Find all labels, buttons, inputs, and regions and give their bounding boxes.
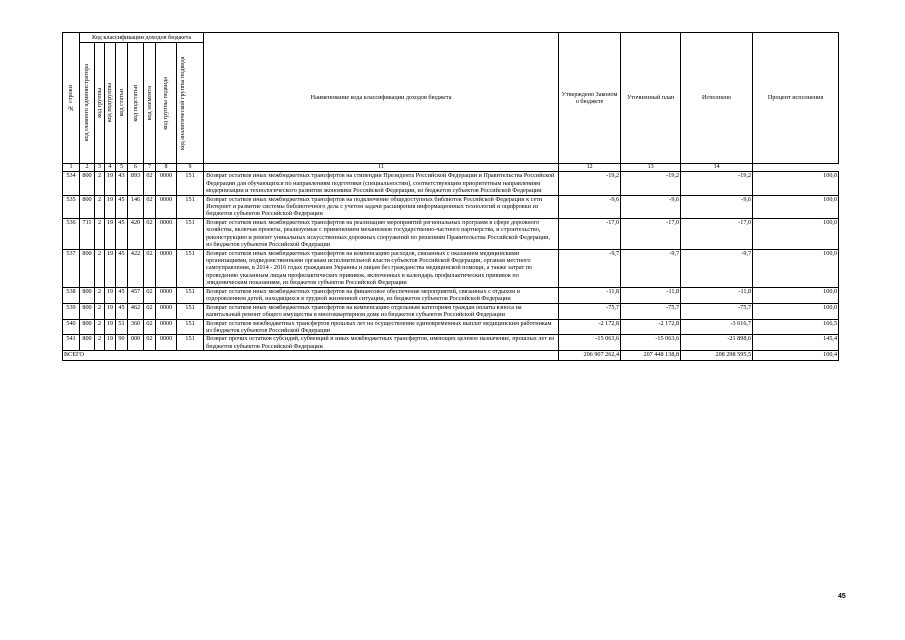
- column-number: 1: [63, 164, 80, 172]
- code-element: 02: [144, 195, 156, 218]
- code-article: 90: [116, 335, 128, 351]
- header-classification-group: Код классификации доходов бюджета: [80, 33, 204, 43]
- header-refined: Уточненный план: [621, 33, 681, 164]
- column-number: 11: [204, 164, 559, 172]
- table-row: [63, 249, 839, 287]
- document-page: [62, 32, 839, 361]
- header-code: код аналитической группы подвида: [177, 43, 204, 164]
- percent-value: 100,0: [753, 195, 839, 218]
- total-executed: 208 298 595,5: [681, 351, 753, 361]
- table-row: [63, 287, 839, 303]
- executed-value: -21 898,6: [681, 335, 753, 351]
- code-analytic-group: 151: [177, 335, 204, 351]
- column-number: 8: [156, 164, 177, 172]
- row-number: 541: [63, 335, 80, 351]
- revenue-name: Возврат остатков иных межбюджетных трансфертов на стипендии Президента Российской Федерации и Правительства Российской Федерации для обучающихся по направлениям подготовки (специальностям), соответствующим приоритетным направлениям модернизации и технологического развития экономики Российской Федерации, из бюджетов субъектов Российской Федерации: [204, 172, 559, 195]
- revenue-name: Возврат прочих остатков субсидий, субвенций и иных межбюджетных трансфертов, имеющих целевое назначение, прошлых лет из бюджетов субъектов Российской Федерации: [204, 335, 559, 351]
- approved-value: -2 172,8: [559, 319, 621, 335]
- code-subarticle: 000: [128, 335, 144, 351]
- code-article: 45: [116, 303, 128, 319]
- header-code: код группы: [95, 43, 105, 164]
- revenue-name: Возврат остатков иных межбюджетных трансфертов на реализацию мероприятий региональных программ в сфере дорожного хозяйства, включая проекты, реализуемые с применением механизмов государственно-частного партнерства, и строительство, реконструкцию и ремонт уникальных искусственных дорожных сооружений по решениям Правительства Российской Федерации, из бюджетов субъектов Российской Федерации: [204, 218, 559, 249]
- total-row: [63, 351, 839, 361]
- code-element: 02: [144, 172, 156, 195]
- code-subtype-group: 0000: [156, 172, 177, 195]
- code-subtype-group: 0000: [156, 195, 177, 218]
- code-administrator: 800: [80, 249, 95, 287]
- table-row: [63, 172, 839, 195]
- percent-value: 100,0: [753, 287, 839, 303]
- table-row: [63, 319, 839, 335]
- code-article: 45: [116, 195, 128, 218]
- code-analytic-group: 151: [177, 287, 204, 303]
- row-number: 536: [63, 218, 80, 249]
- code-group: 2: [95, 172, 105, 195]
- percent-value: 100,0: [753, 249, 839, 287]
- refined-value: -17,0: [621, 218, 681, 249]
- column-number: 3: [95, 164, 105, 172]
- header-code: код главного администратора: [80, 43, 95, 164]
- column-number: 6: [128, 164, 144, 172]
- code-subtype-group: 0000: [156, 218, 177, 249]
- header-percent: Процент исполнения: [753, 33, 839, 164]
- column-number-row: [63, 164, 839, 172]
- refined-value: -2 172,8: [621, 319, 681, 335]
- row-number: 534: [63, 172, 80, 195]
- executed-value: -19,2: [681, 172, 753, 195]
- total-label: ВСЕГО: [63, 351, 559, 361]
- code-subtype-group: 0000: [156, 287, 177, 303]
- percent-value: 100,0: [753, 303, 839, 319]
- header-executed: Исполнено: [681, 33, 753, 164]
- code-group: 2: [95, 319, 105, 335]
- code-analytic-group: 151: [177, 303, 204, 319]
- code-administrator: 800: [80, 303, 95, 319]
- code-analytic-group: 151: [177, 218, 204, 249]
- approved-value: -9,6: [559, 195, 621, 218]
- code-subgroup: 19: [105, 249, 116, 287]
- header-code: код подстатьи: [128, 43, 144, 164]
- column-number: 12: [559, 164, 621, 172]
- code-analytic-group: 151: [177, 195, 204, 218]
- approved-value: -15 063,6: [559, 335, 621, 351]
- total-percent: 100,4: [753, 351, 839, 361]
- budget-revenue-table: [62, 32, 839, 361]
- percent-value: 166,5: [753, 319, 839, 335]
- code-administrator: 800: [80, 319, 95, 335]
- row-number: 537: [63, 249, 80, 287]
- code-administrator: 800: [80, 195, 95, 218]
- code-subgroup: 19: [105, 195, 116, 218]
- code-group: 2: [95, 303, 105, 319]
- table-row: [63, 335, 839, 351]
- code-subgroup: 19: [105, 335, 116, 351]
- code-article: 45: [116, 249, 128, 287]
- code-subgroup: 19: [105, 303, 116, 319]
- approved-value: -75,7: [559, 303, 621, 319]
- column-number: 9: [177, 164, 204, 172]
- column-number: 14: [681, 164, 753, 172]
- code-group: 2: [95, 249, 105, 287]
- code-subarticle: 462: [128, 303, 144, 319]
- code-article: 45: [116, 218, 128, 249]
- header-code: код подгруппы: [105, 43, 116, 164]
- executed-value: -9,6: [681, 195, 753, 218]
- code-subarticle: 422: [128, 249, 144, 287]
- code-subtype-group: 0000: [156, 303, 177, 319]
- code-subgroup: 19: [105, 172, 116, 195]
- approved-value: -9,7: [559, 249, 621, 287]
- header-row-number: № строки: [63, 33, 80, 164]
- header-code: код группы подвида: [156, 43, 177, 164]
- code-analytic-group: 151: [177, 249, 204, 287]
- approved-value: -17,0: [559, 218, 621, 249]
- refined-value: -9,7: [621, 249, 681, 287]
- column-number: 13: [621, 164, 681, 172]
- code-article: 45: [116, 287, 128, 303]
- code-group: 2: [95, 195, 105, 218]
- code-element: 02: [144, 249, 156, 287]
- row-number: 538: [63, 287, 80, 303]
- code-subarticle: 893: [128, 172, 144, 195]
- approved-value: -19,2: [559, 172, 621, 195]
- header-code: код элемента: [144, 43, 156, 164]
- code-article: 51: [116, 319, 128, 335]
- column-number: 5: [116, 164, 128, 172]
- column-number: 4: [105, 164, 116, 172]
- executed-value: -11,8: [681, 287, 753, 303]
- refined-value: -19,2: [621, 172, 681, 195]
- header-approved: Утверждено Законом о бюджете: [559, 33, 621, 164]
- refined-value: -15 063,6: [621, 335, 681, 351]
- refined-value: -75,7: [621, 303, 681, 319]
- code-group: 2: [95, 335, 105, 351]
- code-subtype-group: 0000: [156, 319, 177, 335]
- column-number: 2: [80, 164, 95, 172]
- code-analytic-group: 151: [177, 172, 204, 195]
- code-element: 02: [144, 303, 156, 319]
- refined-value: -9,6: [621, 195, 681, 218]
- code-administrator: 711: [80, 218, 95, 249]
- header-name: Наименование кода классификации доходов бюджета: [204, 33, 559, 164]
- table-row: [63, 218, 839, 249]
- executed-value: -75,7: [681, 303, 753, 319]
- code-element: 02: [144, 335, 156, 351]
- code-subgroup: 19: [105, 319, 116, 335]
- code-subtype-group: 0000: [156, 249, 177, 287]
- code-subarticle: 146: [128, 195, 144, 218]
- code-group: 2: [95, 287, 105, 303]
- revenue-name: Возврат остатков иных межбюджетных трансфертов на компенсацию расходов, связанных с оказанием медицинскими организациями, подведомственными органам исполнительной власти субъектов Российской Федерации, органам местного самоуправления, в 2014 - 2016 годах гражданам Украины и лицам без гражданства медицинской помощи, а также затрат по проведению указанным лицам профилактических прививок, включенных в календарь профилактических прививок по эпидемическим показаниям, из бюджетов субъектов Российской Федерации: [204, 249, 559, 287]
- revenue-name: Возврат остатков межбюджетных трансфертов прошлых лет на осуществление единовременных выплат медицинским работникам из бюджетов субъектов Российской Федерации: [204, 319, 559, 335]
- code-element: 02: [144, 287, 156, 303]
- percent-value: 100,0: [753, 218, 839, 249]
- code-administrator: 800: [80, 172, 95, 195]
- column-number: 7: [144, 164, 156, 172]
- percent-value: 100,0: [753, 172, 839, 195]
- code-subgroup: 19: [105, 287, 116, 303]
- approved-value: -11,8: [559, 287, 621, 303]
- executed-value: -17,0: [681, 218, 753, 249]
- total-refined: 207 448 138,8: [621, 351, 681, 361]
- code-subarticle: 420: [128, 218, 144, 249]
- total-approved: 206 907 262,4: [559, 351, 621, 361]
- header-code: код статьи: [116, 43, 128, 164]
- code-administrator: 800: [80, 287, 95, 303]
- revenue-name: Возврат остатков иных межбюджетных трансфертов на подключение общедоступных библиотек Российской Федерации к сети Интернет и развитие системы библиотечного дела с учетом задачи расширения информационных технологий и оцифровки из бюджетов субъектов Российской Федерации: [204, 195, 559, 218]
- row-number: 535: [63, 195, 80, 218]
- code-administrator: 800: [80, 335, 95, 351]
- row-number: 540: [63, 319, 80, 335]
- code-element: 02: [144, 319, 156, 335]
- code-article: 43: [116, 172, 128, 195]
- revenue-name: Возврат остатков иных межбюджетных трансфертов на финансовое обеспечение мероприятий, связанных с отдыхом и оздоровлением детей, находящихся в трудной жизненной ситуации, из бюджетов субъектов Российской Федерации: [204, 287, 559, 303]
- executed-value: -3 616,7: [681, 319, 753, 335]
- code-subarticle: 360: [128, 319, 144, 335]
- executed-value: -9,7: [681, 249, 753, 287]
- refined-value: -11,8: [621, 287, 681, 303]
- page-number: 45: [838, 593, 846, 600]
- code-element: 02: [144, 218, 156, 249]
- code-subtype-group: 0000: [156, 335, 177, 351]
- code-subgroup: 19: [105, 218, 116, 249]
- table-row: [63, 195, 839, 218]
- percent-value: 145,4: [753, 335, 839, 351]
- code-group: 2: [95, 218, 105, 249]
- code-subarticle: 457: [128, 287, 144, 303]
- table-row: [63, 303, 839, 319]
- revenue-name: Возврат остатков иных межбюджетных трансфертов на компенсацию отдельным категориям граждан оплаты взноса на капитальный ремонт общего имущества в многоквартирном доме из бюджетов субъектов Российской Федерации: [204, 303, 559, 319]
- row-number: 539: [63, 303, 80, 319]
- code-analytic-group: 151: [177, 319, 204, 335]
